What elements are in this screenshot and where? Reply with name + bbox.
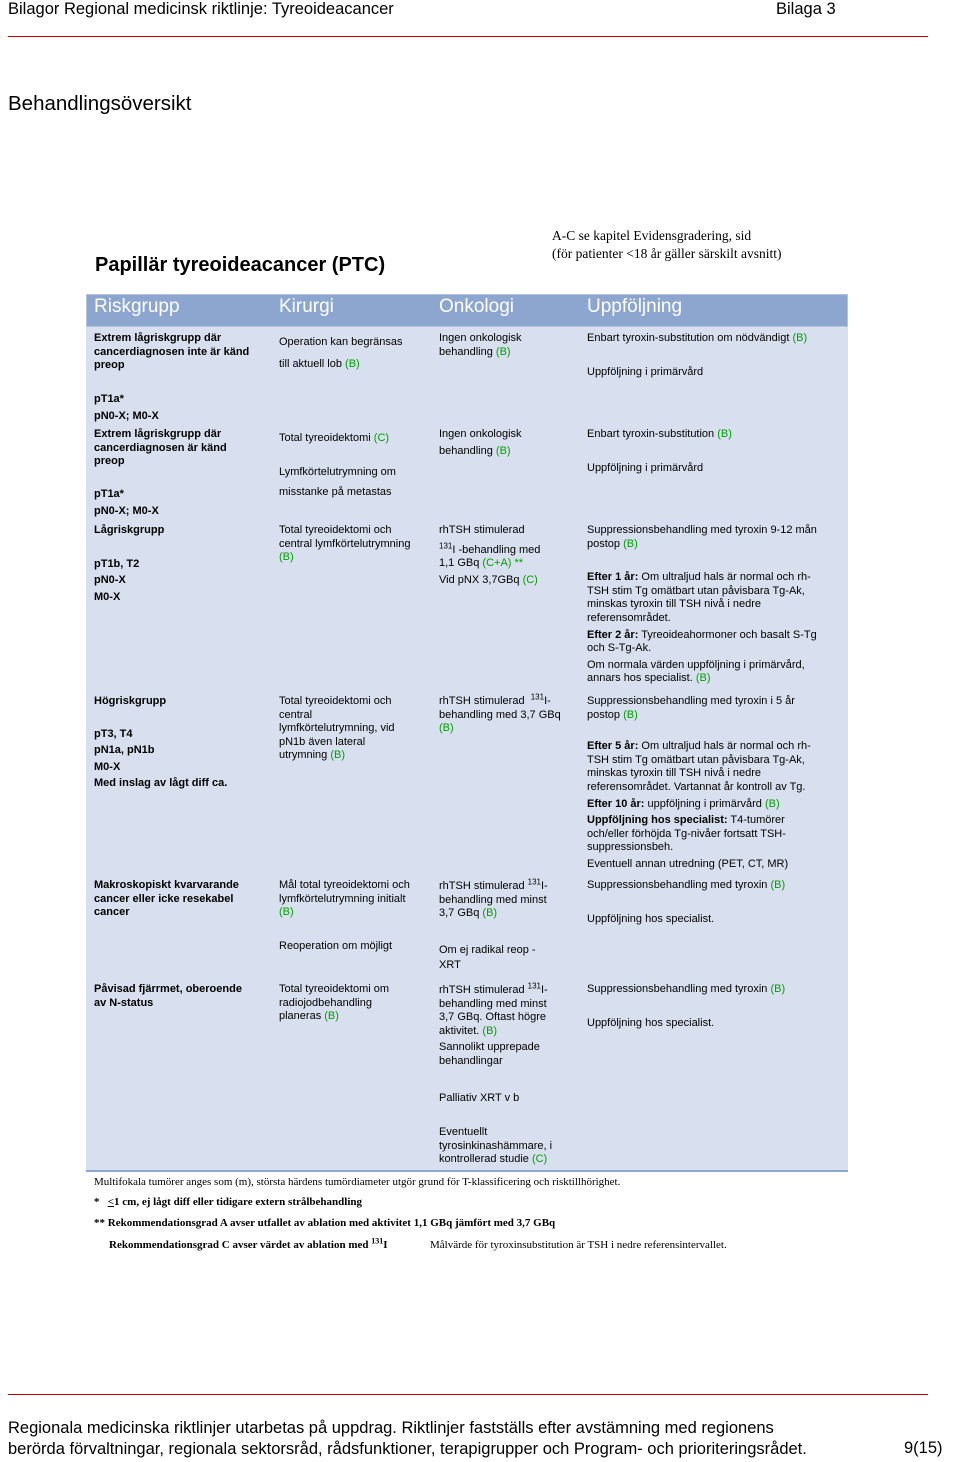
row4-follow-label: Efter 10 år:	[587, 797, 645, 810]
row1-surgery-line: Operation kan begränsas	[279, 336, 403, 348]
grade-badge: (B)	[764, 797, 780, 810]
row4-follow	[587, 695, 811, 872]
row1-follow-line: Enbart tyroxin-substitution om nödvändigt	[587, 332, 790, 344]
row2-surgery-line: misstanke på metastas	[279, 486, 392, 499]
grade-badge: (C)	[522, 573, 538, 586]
row6-follow-line: Uppföljning hos specialist.	[587, 1016, 715, 1029]
row5-surgery	[279, 879, 410, 920]
row3-onco	[439, 524, 540, 587]
column-header-onkologi: Onkologi	[439, 296, 514, 317]
row4-surgery	[279, 695, 395, 763]
row5-risk-line: cancer eller icke resekabel	[94, 892, 234, 905]
grade-badge: (C+A)	[482, 557, 512, 570]
row5-onco-line: 3,7 GBq	[439, 907, 480, 920]
row3-surgery	[279, 524, 410, 565]
row4-stage-line: Med inslag av lågt diff ca.	[94, 777, 228, 790]
row3-follow-line: annars hos specialist.	[587, 672, 693, 685]
footnote-grade-a: ** Rekommendationsgrad A avser utfallet av ablation med aktivitet 1,1 GBq jämfört med 3,7 GBq	[94, 1217, 556, 1229]
row5-onco-line: behandling med minst	[439, 893, 547, 906]
grade-badge: (B)	[345, 357, 360, 370]
row3-follow-line: Tyreoideahormoner och basalt S-Tg	[641, 628, 817, 641]
grade-badge: (B)	[770, 983, 786, 995]
page-footer-line1: Regionala medicinska riktlinjer utarbetas på uppdrag. Riktlinjer fastställs efter avstämning med regionens	[8, 1419, 774, 1437]
grade-badge: (B)	[439, 722, 454, 735]
row2-surgery	[279, 432, 396, 500]
row3-surgery-line: central lymfkörtelutrymning	[279, 537, 411, 550]
row3-onco-line: I -behandling med	[452, 543, 541, 556]
row4-onco-line: rhTSH stimulerad	[439, 695, 525, 707]
row6-risk-line: Påvisad fjärrmet, oberoende	[94, 983, 242, 995]
row3-follow-line: Om ultraljud hals är normal och rh-	[641, 571, 811, 584]
isotope-superscript: 131	[527, 877, 541, 887]
footnote-star-marker: *	[94, 1196, 100, 1208]
row5-onco	[439, 877, 548, 921]
page-header-annex: Bilaga 3	[776, 0, 836, 18]
row4-surgery-line: central	[279, 708, 313, 721]
row6-onco-line: Sannolikt upprepade	[439, 1041, 540, 1054]
grading-note-line2: (för patienter <18 år gäller särskilt avsnitt)	[552, 246, 782, 261]
grade-badge: (B)	[792, 332, 808, 344]
row6-onco-palliative: Palliativ XRT v b	[439, 1092, 520, 1104]
grade-badge: (B)	[495, 444, 511, 457]
row3-follow-line: postop	[587, 537, 621, 550]
row1-onco	[439, 332, 522, 359]
row4-follow-line: Suppressionsbehandling med tyroxin i 5 år	[587, 695, 795, 707]
row1-risk-line: cancerdiagnosen inte är känd	[94, 345, 250, 358]
row4-surgery-line: lymfkörtelutrymning, vid	[279, 722, 395, 735]
row5-onco-line: XRT	[439, 958, 461, 971]
footnote-grade-c	[109, 1236, 388, 1251]
row5-follow-line: Uppföljning hos specialist.	[587, 912, 715, 925]
row5-risk-line: cancer	[94, 906, 130, 919]
row4-onco-line: behandling med 3,7 GBq	[439, 708, 561, 721]
row4-stage-line: M0-X	[94, 760, 121, 773]
row3-onco-note: **	[514, 557, 524, 570]
row2-follow-line: Uppföljning i primärvård	[587, 461, 704, 474]
row4-stage-line: pT3, T4	[94, 727, 133, 740]
grade-badge: (C)	[531, 1153, 548, 1166]
row4-stage-line: pN1a, pN1b	[94, 744, 155, 757]
grading-note-line1: A-C se kapitel Evidensgradering, sid	[552, 228, 752, 243]
row4-surgery-line: utrymning	[279, 749, 328, 762]
footnote-grade-c-text: Rekommendationsgrad C avser värdet av ablation med	[109, 1239, 369, 1251]
isotope-superscript: 131	[439, 540, 453, 550]
row3-stage-line: M0-X	[94, 590, 121, 603]
row4-follow-line: och/eller förhöjda Tg-nivåer fortsatt TSH-	[587, 827, 786, 840]
grade-badge: (C)	[373, 432, 390, 444]
row3-follow-line: och S-Tg-Ak.	[587, 642, 652, 655]
row4-risk-label: Högriskgrupp	[94, 695, 167, 707]
row5-risk	[94, 879, 239, 920]
grade-badge: (B)	[623, 708, 638, 721]
row3-follow-line: referensområdet.	[587, 611, 671, 624]
grade-badge: (B)	[324, 1010, 339, 1023]
row1-surgery-line: till aktuell lob	[279, 357, 342, 370]
footnote-grade-c-iodine: I	[383, 1239, 388, 1251]
row6-onco-line: Eventuellt	[439, 1126, 488, 1138]
row4-onco-line: I-	[544, 695, 551, 707]
page-footer-line2: berörda förvaltningar, regionala sektorsråd, rådsfunktioner, terapigrupper och Program- och prioriteringsrådet.	[8, 1440, 807, 1458]
isotope-superscript: 131	[530, 692, 545, 702]
row3-onco-line: 1,1 GBq	[439, 557, 480, 570]
row1-surgery	[279, 336, 403, 371]
grading-note	[552, 227, 782, 263]
row3-risk	[94, 524, 164, 604]
row1-stage-line: pN0-X; M0-X	[94, 409, 159, 422]
row3-follow-label: Efter 2 år:	[587, 628, 639, 641]
row3-follow	[587, 524, 817, 686]
section-title: Behandlingsöversikt	[8, 92, 192, 115]
row4-follow-line: suppressionsbeh.	[587, 841, 674, 854]
grade-badge: (B)	[330, 749, 346, 762]
row6-onco-tki	[439, 1126, 552, 1167]
footer-rule	[8, 1394, 928, 1395]
row2-stage-line: pT1a*	[94, 488, 124, 500]
row6-surgery-line: radiojodbehandling	[279, 996, 372, 1009]
page-number: 9(15)	[904, 1439, 943, 1457]
grade-badge: (B)	[717, 428, 732, 440]
page-header-title: Bilagor Regional medicinsk riktlinje: Tyreoideacancer	[8, 0, 394, 18]
row4-surgery-line: pN1b även lateral	[279, 735, 366, 748]
table-bottom-rule	[86, 1170, 848, 1172]
grade-badge: (B)	[279, 906, 294, 919]
row2-stage	[94, 488, 159, 518]
row6-onco-line: rhTSH stimulerad	[439, 984, 525, 996]
row1-stage-line: pT1a*	[94, 393, 124, 405]
row6-onco-line: aktivitet.	[439, 1024, 480, 1037]
row1-stage	[94, 393, 159, 423]
row6-onco-line: behandlingar	[439, 1054, 503, 1067]
row4-surgery-line: Total tyreoidektomi och	[279, 695, 392, 707]
row6-onco	[439, 981, 548, 1069]
row5-risk-line: Makroskopiskt kvarvarande	[94, 879, 239, 891]
row5-onco-line: rhTSH stimulerad	[439, 880, 525, 892]
row1-onco-line: Ingen onkologisk	[439, 332, 522, 344]
row6-risk	[94, 983, 242, 1010]
row3-follow-line: minskas tyroxin till TSH nivå i nedre	[587, 598, 762, 611]
row2-risk	[94, 428, 274, 469]
row4-follow-line: uppföljning i primärvård	[647, 797, 762, 810]
row6-onco-line: behandling med minst	[439, 997, 547, 1010]
row1-risk	[94, 332, 274, 373]
row1-follow	[587, 332, 807, 379]
row5-onco-line: I-	[541, 880, 548, 892]
row5-surgery-line: lymfkörtelutrymning initialt	[279, 892, 406, 905]
row3-follow-line: Suppressionsbehandling med tyroxin 9-12 mån	[587, 524, 817, 536]
row6-follow-line: Suppressionsbehandling med tyroxin	[587, 983, 768, 995]
row2-onco-line: behandling	[439, 444, 493, 457]
row2-risk-line: Extrem lågriskgrupp där	[94, 428, 222, 440]
row1-risk-line: preop	[94, 359, 125, 372]
footnote-star-text: 1 cm, ej lågt diff eller tidigare extern strålbehandling	[114, 1196, 363, 1208]
row6-onco-line: 3,7 GBq. Oftast högre	[439, 1011, 547, 1024]
row4-follow-line: referensområdet. Vartannat år kontroll av Tg.	[587, 780, 806, 793]
row2-risk-line: cancerdiagnosen är känd	[94, 441, 227, 454]
grade-badge: (B)	[482, 1024, 498, 1037]
row5-surgery-reop: Reoperation om möjligt	[279, 940, 393, 952]
row5-follow	[587, 879, 785, 926]
footnote-target-tsh: Målvärde för tyroxinsubstitution är TSH i nedre referensintervallet.	[430, 1239, 727, 1251]
row6-follow	[587, 983, 785, 1030]
row5-follow-line: Suppressionsbehandling med tyroxin	[587, 879, 768, 891]
isotope-superscript: 131	[527, 981, 541, 991]
grade-badge: (B)	[482, 907, 498, 920]
page-footer	[8, 1418, 807, 1460]
row2-surgery-line: Total tyreoidektomi	[279, 432, 371, 444]
row6-onco-line: tyrosinkinashämmare, i	[439, 1139, 553, 1152]
row5-surgery-line: Mål total tyreoidektomi och	[279, 879, 410, 891]
row4-follow-label: Uppföljning hos specialist:	[587, 814, 728, 827]
row2-follow-line: Enbart tyroxin-substitution	[587, 428, 715, 440]
column-header-riskgrupp: Riskgrupp	[94, 296, 180, 317]
row6-surgery-line: planeras	[279, 1010, 322, 1023]
row3-stage-line: pN0-X	[94, 574, 126, 587]
grade-badge: (B)	[695, 672, 711, 685]
grade-badge: (B)	[495, 345, 511, 358]
row2-stage-line: pN0-X; M0-X	[94, 504, 159, 517]
row3-follow-label: Efter 1 år:	[587, 571, 639, 584]
row3-surgery-line: Total tyreoidektomi och	[279, 524, 392, 536]
row6-onco-line: I-	[541, 984, 548, 996]
row4-risk	[94, 695, 227, 791]
grade-badge: (B)	[279, 551, 294, 564]
row2-onco-line: Ingen onkologisk	[439, 428, 522, 440]
row4-onco	[439, 692, 561, 736]
row6-surgery-line: Total tyreoidektomi om	[279, 983, 390, 995]
row5-onco-line: Om ej radikal reop -	[439, 944, 536, 956]
row1-risk-line: Extrem lågriskgrupp där	[94, 332, 222, 344]
row2-surgery-line: Lymfkörtelutrymning om	[279, 465, 396, 478]
row4-follow-line: postop	[587, 708, 621, 721]
row2-follow	[587, 428, 732, 475]
row2-onco	[439, 428, 522, 458]
column-header-uppfoljning: Uppföljning	[587, 296, 683, 317]
grade-badge: (B)	[770, 879, 786, 891]
footnote-multifocal: Multifokala tumörer anges som (m), största härdens tumördiameter utgör grund för T-klassificering och risktillhörighet.	[94, 1176, 621, 1188]
row6-onco-line: kontrollerad studie	[439, 1153, 529, 1166]
row3-risk-label: Lågriskgrupp	[94, 524, 165, 536]
column-header-kirurgi: Kirurgi	[279, 296, 334, 317]
row4-follow-line: Om ultraljud hals är normal och rh-	[641, 740, 811, 753]
row1-follow-line: Uppföljning i primärvård	[587, 365, 704, 378]
row2-risk-line: preop	[94, 455, 125, 468]
row4-follow-line: T4-tumörer	[730, 814, 785, 827]
footnote-star: * <1 cm, ej lågt diff eller tidigare extern strålbehandling	[94, 1196, 363, 1208]
row4-follow-label: Efter 5 år:	[587, 740, 639, 753]
row3-stage-line: pT1b, T2	[94, 557, 140, 570]
row5-onco-xrt	[439, 944, 536, 972]
row3-onco-line: Vid pNX 3,7GBq	[439, 573, 520, 586]
row4-follow-line: TSH stim Tg omätbart utan påvisbara Tg-Ak,	[587, 753, 805, 766]
row3-follow-line: TSH stim Tg omätbart utan påvisbara Tg-Ak,	[587, 584, 805, 597]
table-title: Papillär tyreoideacancer (PTC)	[95, 254, 386, 276]
isotope-superscript: 131	[371, 1236, 384, 1246]
row3-onco-line: rhTSH stimulerad	[439, 524, 525, 536]
grade-badge: (B)	[623, 537, 638, 550]
row6-risk-line: av N-status	[94, 996, 154, 1009]
row6-surgery	[279, 983, 389, 1024]
row4-follow-line: minskas tyroxin till TSH nivå i nedre	[587, 767, 762, 780]
header-rule	[8, 36, 928, 37]
row1-onco-line: behandling	[439, 345, 493, 358]
row3-follow-line: Om normala värden uppföljning i primärvård,	[587, 658, 805, 671]
row4-follow-line: Eventuell annan utredning (PET, CT, MR)	[587, 857, 789, 870]
